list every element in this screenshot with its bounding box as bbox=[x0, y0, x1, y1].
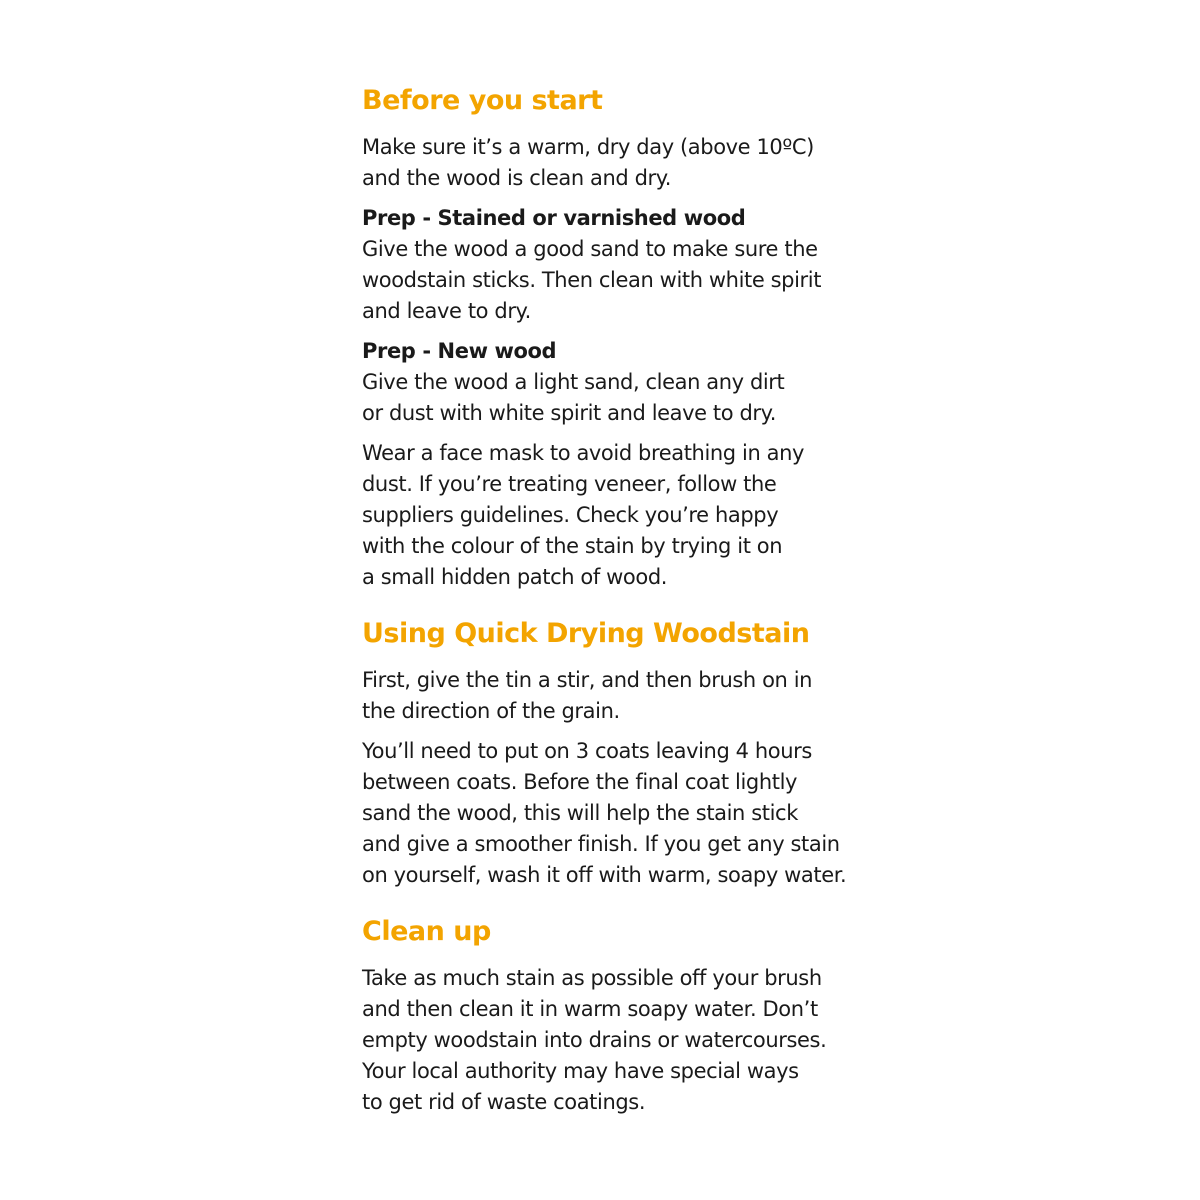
prep-stained-paragraph bbox=[362, 234, 862, 327]
text-line: on yourself, wash it off with warm, soapy water. bbox=[362, 863, 847, 887]
text-line: or dust with white spirit and leave to dry. bbox=[362, 401, 776, 425]
clean-up-paragraph bbox=[362, 963, 862, 1118]
text-line: suppliers guidelines. Check you’re happy bbox=[362, 503, 779, 527]
using-paragraph-1 bbox=[362, 665, 862, 727]
text-line: dust. If you’re treating veneer, follow the bbox=[362, 472, 777, 496]
subheading-prep-new: Prep - New wood bbox=[362, 339, 557, 363]
text-line: and leave to dry. bbox=[362, 299, 531, 323]
text-line: Wear a face mask to avoid breathing in any bbox=[362, 441, 805, 465]
text-line: between coats. Before the final coat lightly bbox=[362, 770, 798, 794]
text-line: Give the wood a good sand to make sure the bbox=[362, 237, 818, 261]
prep-new-paragraph bbox=[362, 367, 862, 429]
text-line: and give a smoother finish. If you get any stain bbox=[362, 832, 840, 856]
text-line: and the wood is clean and dry. bbox=[362, 166, 672, 190]
text-line: Take as much stain as possible off your brush bbox=[362, 966, 822, 990]
text-line: You’ll need to put on 3 coats leaving 4 hours bbox=[362, 739, 812, 763]
text-line: the direction of the grain. bbox=[362, 699, 620, 723]
text-line: with the colour of the stain by trying it on bbox=[362, 534, 783, 558]
text-line: empty woodstain into drains or watercourses. bbox=[362, 1028, 827, 1052]
text-line: to get rid of waste coatings. bbox=[362, 1090, 646, 1114]
subheading-prep-stained: Prep - Stained or varnished wood bbox=[362, 206, 746, 230]
heading-clean-up: Clean up bbox=[362, 916, 491, 947]
instructions-panel bbox=[362, 82, 862, 1118]
intro-paragraph bbox=[362, 132, 862, 194]
text-line: and then clean it in warm soapy water. Don’t bbox=[362, 997, 818, 1021]
text-line: a small hidden patch of wood. bbox=[362, 565, 668, 589]
heading-using-woodstain: Using Quick Drying Woodstain bbox=[362, 618, 810, 649]
text-line: First, give the tin a stir, and then brush on in bbox=[362, 668, 813, 692]
text-line: Make sure it’s a warm, dry day (above 10ºC) bbox=[362, 135, 814, 159]
text-line: Your local authority may have special ways bbox=[362, 1059, 799, 1083]
text-line: sand the wood, this will help the stain stick bbox=[362, 801, 798, 825]
using-paragraph-2 bbox=[362, 736, 862, 891]
heading-before-you-start: Before you start bbox=[362, 85, 603, 116]
text-line: woodstain sticks. Then clean with white spirit bbox=[362, 268, 822, 292]
text-line: Give the wood a light sand, clean any dirt bbox=[362, 370, 785, 394]
safety-paragraph bbox=[362, 438, 862, 593]
